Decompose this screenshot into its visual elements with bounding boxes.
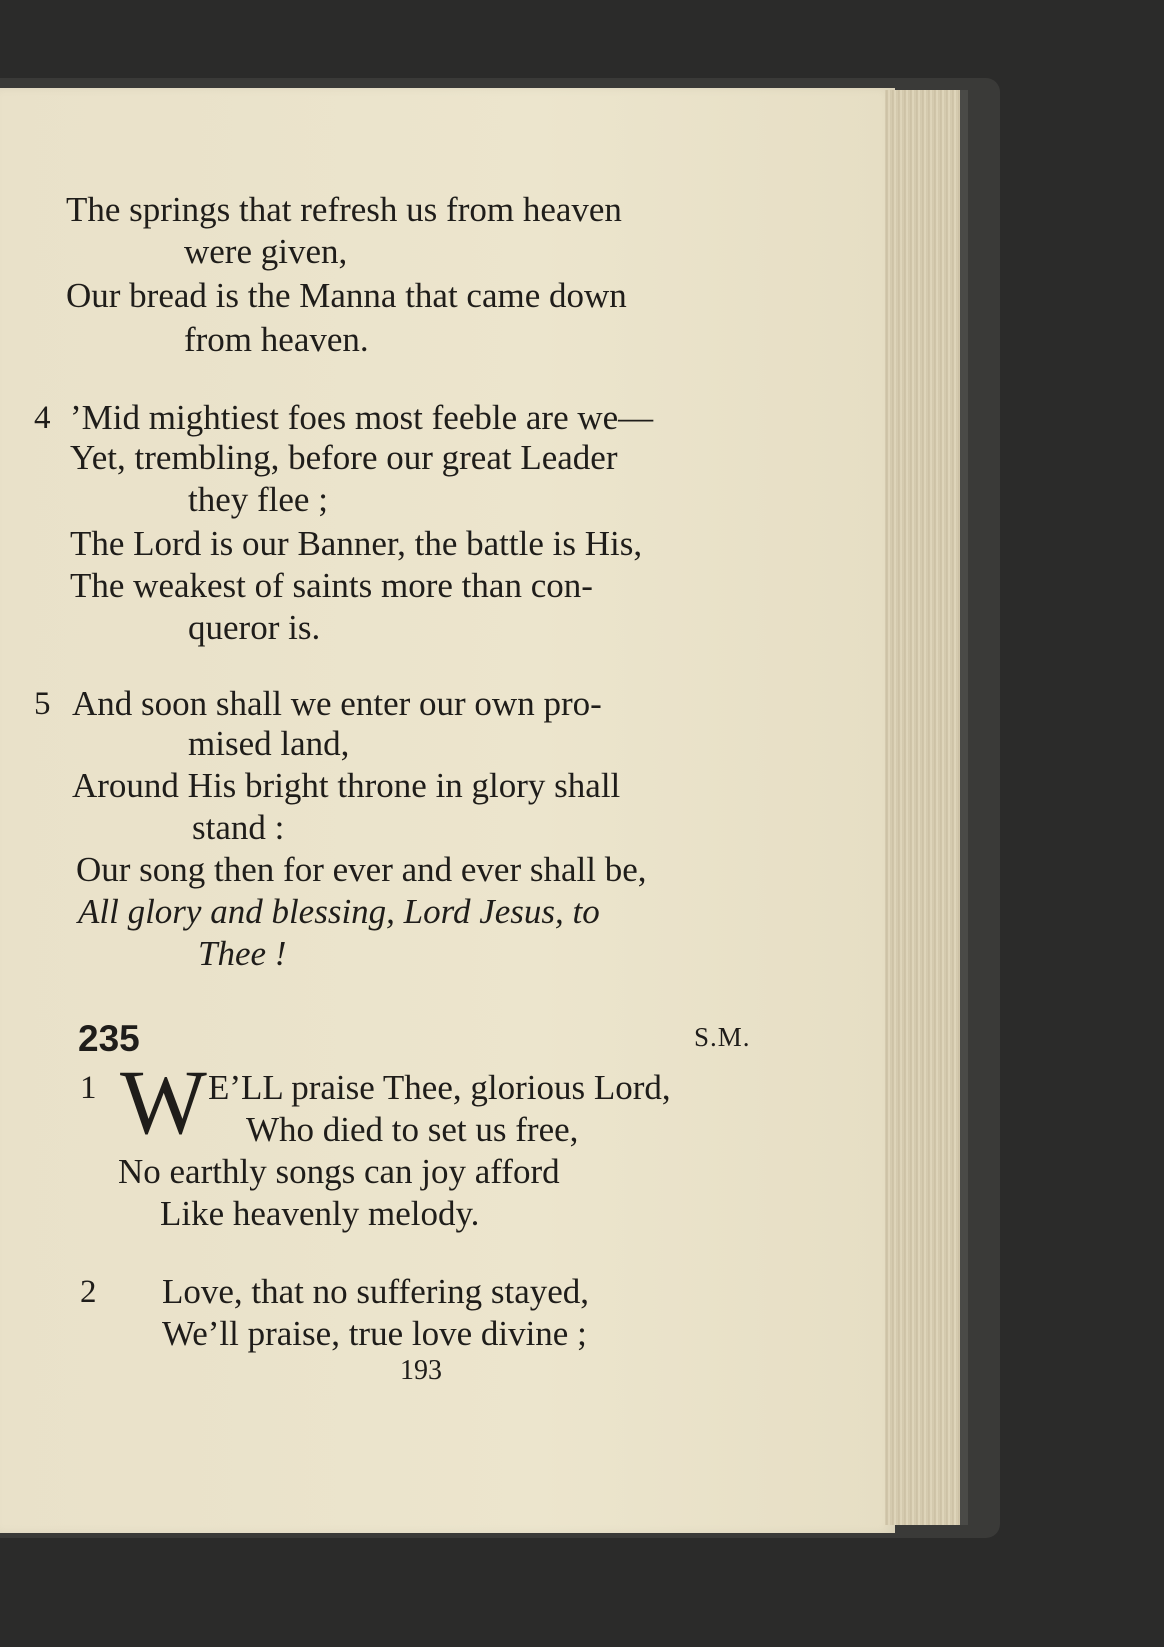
verse-line: were given, bbox=[184, 232, 348, 271]
verse-line-italic: All glory and blessing, Lord Jesus, to bbox=[78, 892, 600, 931]
verse-line: Our song then for ever and ever shall be, bbox=[76, 850, 647, 889]
verse-line: We’ll praise, true love divine ; bbox=[162, 1314, 587, 1353]
verse-line: they flee ; bbox=[188, 480, 328, 519]
hymn-meter: S.M. bbox=[694, 1022, 751, 1052]
verse-line: from heaven. bbox=[184, 320, 369, 359]
verse-line: queror is. bbox=[188, 608, 321, 647]
verse-number: 5 bbox=[34, 686, 51, 722]
verse-line: Like heavenly melody. bbox=[160, 1194, 480, 1233]
verse-number: 2 bbox=[80, 1274, 97, 1310]
verse-line: The weakest of saints more than con- bbox=[70, 566, 593, 605]
verse-line: Love, that no suffering stayed, bbox=[162, 1272, 590, 1311]
verse-line: The springs that refresh us from heaven bbox=[66, 190, 622, 229]
verse-number: 4 bbox=[34, 400, 51, 436]
verse-line: The Lord is our Banner, the battle is His, bbox=[70, 524, 643, 563]
verse-line: Yet, trembling, before our great Leader bbox=[70, 438, 618, 477]
verse-line: ’Mid mightiest foes most feeble are we— bbox=[70, 398, 654, 437]
verse-line: No earthly songs can joy afford bbox=[118, 1152, 560, 1191]
page-number: 193 bbox=[400, 1355, 442, 1386]
verse-line: Around His bright throne in glory shall bbox=[72, 766, 621, 805]
verse-line: stand : bbox=[192, 808, 285, 847]
verse-line: mised land, bbox=[188, 724, 350, 763]
verse-line-italic: Thee ! bbox=[198, 934, 287, 973]
verse-line: Who died to set us free, bbox=[246, 1110, 579, 1149]
verse-line: And soon shall we enter our own pro- bbox=[72, 684, 602, 723]
hymn-number: 235 bbox=[78, 1018, 140, 1059]
verse-line: E’LL praise Thee, glorious Lord, bbox=[208, 1068, 671, 1107]
verse-number: 1 bbox=[80, 1070, 97, 1106]
verse-line: Our bread is the Manna that came down bbox=[66, 276, 627, 315]
drop-cap: W bbox=[120, 1051, 207, 1153]
page-edges bbox=[885, 90, 968, 1525]
